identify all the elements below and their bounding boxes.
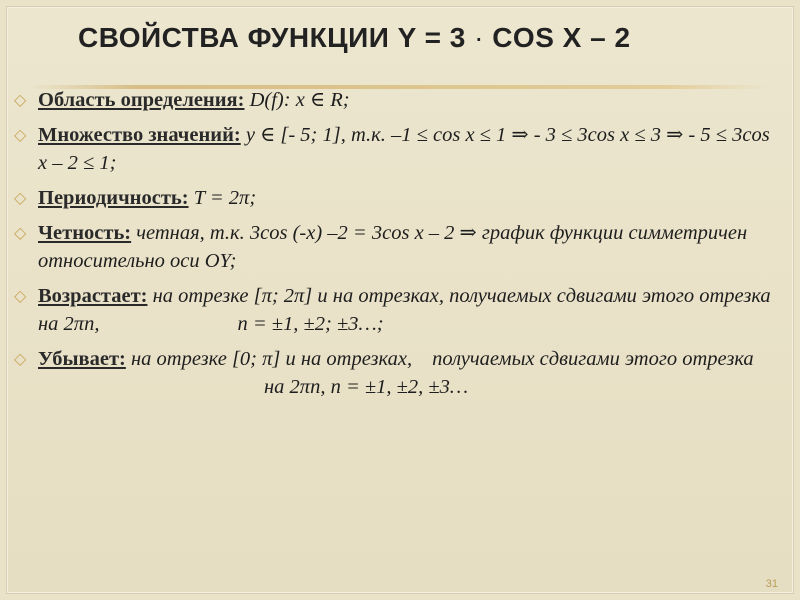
bullet-list xyxy=(12,86,782,408)
bullet-text: n = ±1, ±2; ±3…; xyxy=(237,313,384,335)
bullet-text: получаемых сдвигами этого отрезка xyxy=(432,348,754,370)
hollow-diamond-icon: ◇ xyxy=(14,288,27,305)
list-item xyxy=(12,219,782,275)
list-item xyxy=(12,282,782,338)
bullet-label: Возрастает: xyxy=(38,285,148,307)
hollow-diamond-icon: ◇ xyxy=(14,190,27,207)
list-item xyxy=(12,86,782,114)
bullet-text: на отрезке [0; π] и на отрезках, xyxy=(125,348,413,370)
bullet-text: y ∈ [- 5; 1], т.к. –1 ≤ cos x ≤ 1 ⇒ - 3 ≤ 3cos x ≤ 3 ⇒ - 5 ≤ 3cos x – 2 ≤ 1; xyxy=(38,124,770,174)
title-part-1: СВОЙСТВА ФУНКЦИИ Y = 3 xyxy=(78,22,466,53)
hollow-diamond-icon: ◇ xyxy=(14,127,27,144)
bullet-label: Убывает: xyxy=(38,348,126,370)
list-item xyxy=(12,345,782,401)
bullet-text: на отрезке [π; 2π] и на отрезках, получаемых сдвигами этого отрезка на 2πn, xyxy=(38,285,771,335)
hollow-diamond-icon: ◇ xyxy=(14,225,27,242)
bullet-text: четная, т.к. 3cos (-x) –2 = 3cos x – 2 ⇒ график функции симметричен относительно оси OY; xyxy=(38,222,748,272)
bullet-text: D(f): x ∈ R; xyxy=(244,89,350,111)
bullet-label: Четность: xyxy=(38,222,132,244)
list-item xyxy=(12,184,782,212)
title-dot: · xyxy=(474,22,484,53)
title-part-2: COS X – 2 xyxy=(492,22,631,53)
bullet-label: Периодичность: xyxy=(38,187,189,209)
bullet-text: T = 2π; xyxy=(188,187,257,209)
list-item xyxy=(12,121,782,177)
bullet-label: Область определения: xyxy=(38,89,245,111)
hollow-diamond-icon: ◇ xyxy=(14,92,27,109)
slide-title xyxy=(78,22,758,54)
hollow-diamond-icon: ◇ xyxy=(14,351,27,368)
bullet-text: на 2πn, n = ±1, ±2, ±3… xyxy=(264,376,469,398)
bullet-label: Множество значений: xyxy=(38,124,241,146)
page-number: 31 xyxy=(765,578,778,590)
